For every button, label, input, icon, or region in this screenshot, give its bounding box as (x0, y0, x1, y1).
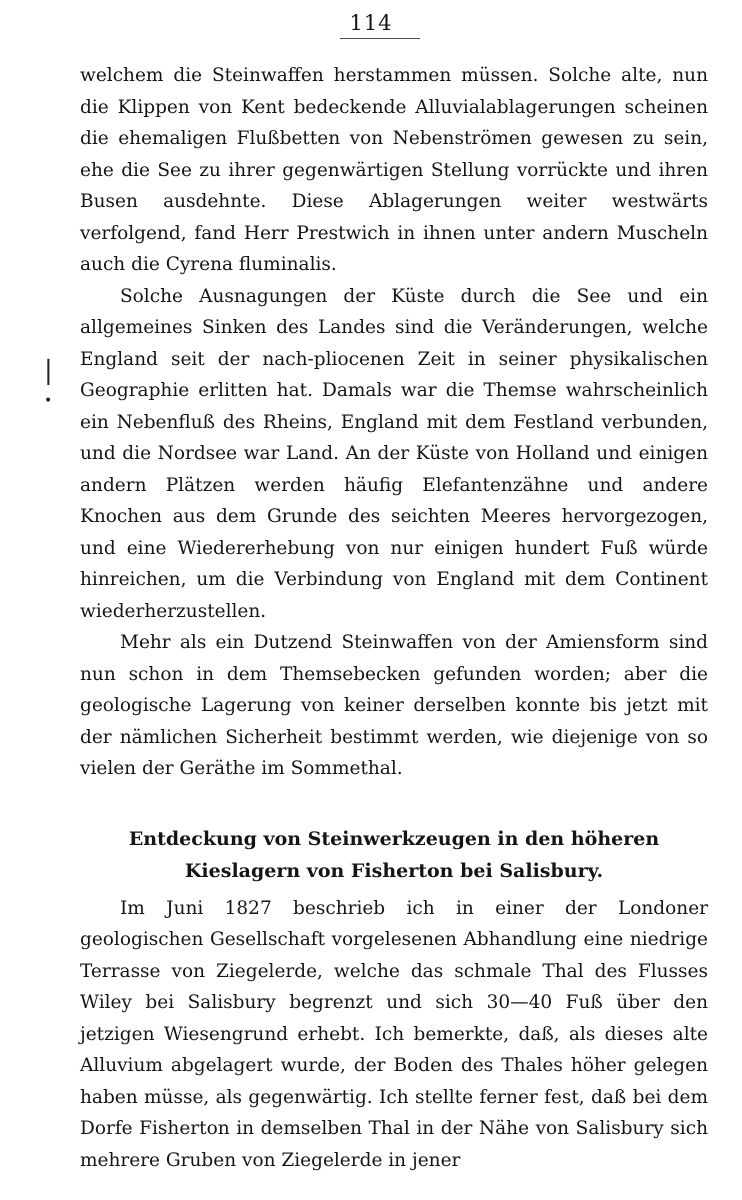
paragraph-fisherton: Im Juni 1827 beschrieb ich in einer der Londoner geologischen Gesellschaft vorgelesenen Abhandlung eine niedrige Terrasse von Ziegelerde, welche das schmale Thal des Flusses Wiley bei Salisbury begrenzt und sich 30—40 Fuß über den jetzigen Wiesengrund erhebt. Ich bemerkte, daß, als dieses alte Alluvium abgelagert wurde, der Boden des Thales höher gelegen haben müsse, als gegenwärtig. Ich stellte ferner fest, daß bei dem Dorfe Fisherton in demselben Thal in der Nähe von Salisbury sich mehrere Gruben von Ziegelerde in jener (80, 897, 708, 1171)
section-spacer (80, 785, 708, 809)
paragraph-thames-weapons: Mehr als ein Dutzend Steinwaffen von der Amiensform sind nun schon in dem Themsebecken gefunden worden; aber die geologische Lagerung von keiner derselben konnte bis jetzt mit der nämlichen Sicherheit bestimmt werden, wie diejenige von so vielen der Geräthe im Sommethal. (80, 632, 708, 779)
page-number-rule (340, 38, 420, 39)
paragraph-continuation: welchem die Steinwaffen herstammen müssen. Solche alte, nun die Klippen von Kent bedeckende Alluvialablagerungen scheinen die ehemaligen Flußbetten von Nebenströmen gewesen zu sein, ehe die See zu ihrer gegenwärtigen Stellung vorrückte und ihren Busen ausdehnte. Diese Ablagerungen weiter westwärts verfolgend, fand Herr Prestwich in ihnen unter andern Muscheln auch die Cyrena fluminalis. (80, 65, 708, 275)
page-content (80, 60, 708, 1176)
paragraph-coast-erosion: Solche Ausnagungen der Küste durch die See und ein allgemeines Sinken des Landes sind die Veränderungen, welche England seit der nach-pliocenen Zeit in seiner physikalischen Geographie erlitten hat. Damals war die Themse wahrscheinlich ein Nebenfluß des Rheins, England mit dem Festland verbunden, und die Nordsee war Land. An der Küste von Holland und einigen andern Plätzen werden häufig Elefantenzähne und andere Knochen aus dem Grunde des seichten Meeres hervorgezogen, und eine Wiedererhebung von nur einigen hundert Fuß würde hinreichen, um die Verbindung von England mit dem Continent wiederherzustellen. (80, 285, 708, 622)
page-number: 114 (349, 11, 393, 35)
margin-pencil-mark: | (44, 356, 53, 386)
section-heading: Entdeckung von Steinwerkzeugen in den höheren Kieslagern von Fisherton bei Salisbury. (128, 827, 660, 882)
margin-pencil-dot: • (44, 393, 53, 409)
